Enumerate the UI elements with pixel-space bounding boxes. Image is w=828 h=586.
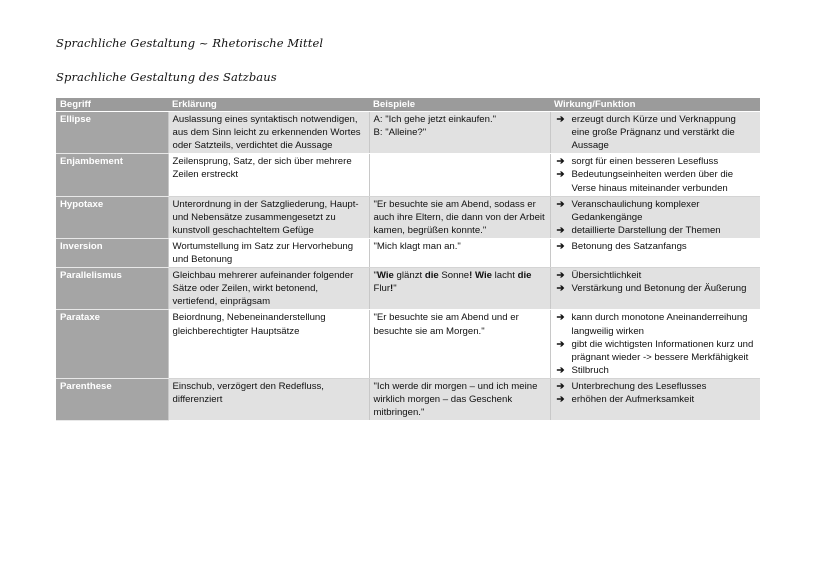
explanation-cell: Auslassung eines syntaktisch notwendigen, aus dem Sinn leicht zu erkennenden Wortes oder Satzteils, verdichtet die Aussage [168, 112, 369, 154]
arrow-right-icon: ➔ [556, 312, 565, 324]
term-cell: Enjambement [56, 154, 168, 196]
effect-item: ➔ erzeugt durch Kürze und Verknappung eine große Prägnanz und verstärkt die Aussage [556, 114, 736, 152]
effect-item: ➔ Veranschaulichung komplexer Gedankengänge [556, 198, 700, 223]
effect-item: ➔ sorgt für einen besseren Lesefluss [556, 156, 719, 168]
arrow-right-icon: ➔ [556, 380, 565, 392]
arrow-right-icon: ➔ [556, 114, 565, 126]
effects-cell [550, 154, 760, 196]
stylistic-devices-table [56, 98, 760, 421]
effects-cell [550, 238, 760, 267]
table-row [56, 378, 760, 420]
arrow-right-icon: ➔ [556, 364, 565, 376]
examples-cell [369, 310, 550, 378]
example-line: "Er besuchte sie am Abend, sodass er auch ihre Eltern, die dann von der Arbeit kamen, begrüßen konnte." [373, 198, 545, 236]
term-cell: Parataxe [56, 310, 168, 378]
arrow-right-icon: ➔ [556, 156, 565, 168]
arrow-right-icon: ➔ [556, 240, 565, 252]
table-row [56, 268, 760, 310]
examples-cell [369, 154, 550, 196]
table-row [56, 112, 760, 154]
examples-cell [369, 238, 550, 267]
explanation-cell: Gleichbau mehrerer aufeinander folgender Sätze oder Zeilen, wirkt betonend, vertiefend, einprägsam [168, 268, 369, 310]
term-cell: Hypotaxe [56, 196, 168, 238]
section-subtitle: Sprachliche Gestaltung des Satzbaus [56, 70, 277, 84]
header-wirkung: Wirkung/Funktion [550, 98, 760, 112]
arrow-right-icon: ➔ [556, 283, 565, 295]
effect-item: ➔ Übersichtlichkeit [556, 270, 642, 282]
effects-cell [550, 196, 760, 238]
explanation-cell: Einschub, verzögert den Redefluss, differenziert [168, 378, 369, 420]
examples-cell [369, 378, 550, 420]
explanation-cell: Zeilensprung, Satz, der sich über mehrere Zeilen erstreckt [168, 154, 369, 196]
arrow-right-icon: ➔ [556, 224, 565, 236]
explanation-cell: Beiordnung, Nebeneinanderstellung gleichberechtigter Hauptsätze [168, 310, 369, 378]
header-erklaerung: Erklärung [168, 98, 369, 112]
table-header-row [56, 98, 760, 112]
examples-cell [369, 112, 550, 154]
term-cell: Parallelismus [56, 268, 168, 310]
effect-item: ➔ gibt die wichtigsten Informationen kurz und prägnant wieder -> bessere Merkfähigkeit [556, 338, 754, 363]
effects-cell [550, 268, 760, 310]
page-title: Sprachliche Gestaltung ~ Rhetorische Mittel [56, 36, 324, 50]
examples-cell: "Wie glänzt die Sonne! Wie lacht die Flur!" [369, 268, 550, 310]
arrow-right-icon: ➔ [556, 169, 565, 181]
effects-cell [550, 310, 760, 378]
effects-cell [550, 378, 760, 420]
example-line: "Mich klagt man an." [373, 240, 461, 252]
explanation-cell: Wortumstellung im Satz zur Hervorhebung und Betonung [168, 238, 369, 267]
effects-cell [550, 112, 760, 154]
arrow-right-icon: ➔ [556, 198, 565, 210]
table-row [56, 154, 760, 196]
term-cell: Inversion [56, 238, 168, 267]
header-beispiele: Beispiele [369, 98, 550, 112]
term-cell: Parenthese [56, 378, 168, 420]
effect-item: ➔ Betonung des Satzanfangs [556, 240, 687, 252]
examples-cell [369, 196, 550, 238]
example-line: B: "Alleine?" [373, 127, 427, 139]
arrow-right-icon: ➔ [556, 270, 565, 282]
example-line: A: "Ich gehe jetzt einkaufen." [373, 114, 497, 126]
header-begriff: Begriff [56, 98, 168, 112]
example-line: "Er besuchte sie am Abend und er besuchte sie am Morgen." [373, 312, 519, 337]
effect-item: ➔ Bedeutungseinheiten werden über die Verse hinaus miteinander verbunden [556, 169, 734, 194]
effect-item: ➔ kann durch monotone Aneinanderreihung langweilig wirken [556, 312, 748, 337]
table-row [56, 196, 760, 238]
effect-item: ➔ Stilbruch [556, 364, 609, 376]
arrow-right-icon: ➔ [556, 393, 565, 405]
example-line: "Ich werde dir morgen – und ich meine wirklich morgen – das Geschenk mitbringen." [373, 380, 538, 419]
table-row [56, 238, 760, 267]
effect-item: ➔ erhöhen der Aufmerksamkeit [556, 393, 695, 405]
table-row [56, 310, 760, 378]
effect-item: ➔ detaillierte Darstellung der Themen [556, 224, 721, 236]
term-cell: Ellipse [56, 112, 168, 154]
explanation-cell: Unterordnung in der Satzgliederung, Haupt- und Nebensätze zusammengesetzt zu kunstvoll geschachteltem Gefüge [168, 196, 369, 238]
effect-item: ➔ Verstärkung und Betonung der Äußerung [556, 283, 747, 295]
effect-item: ➔ Unterbrechung des Leseflusses [556, 380, 707, 392]
arrow-right-icon: ➔ [556, 338, 565, 350]
